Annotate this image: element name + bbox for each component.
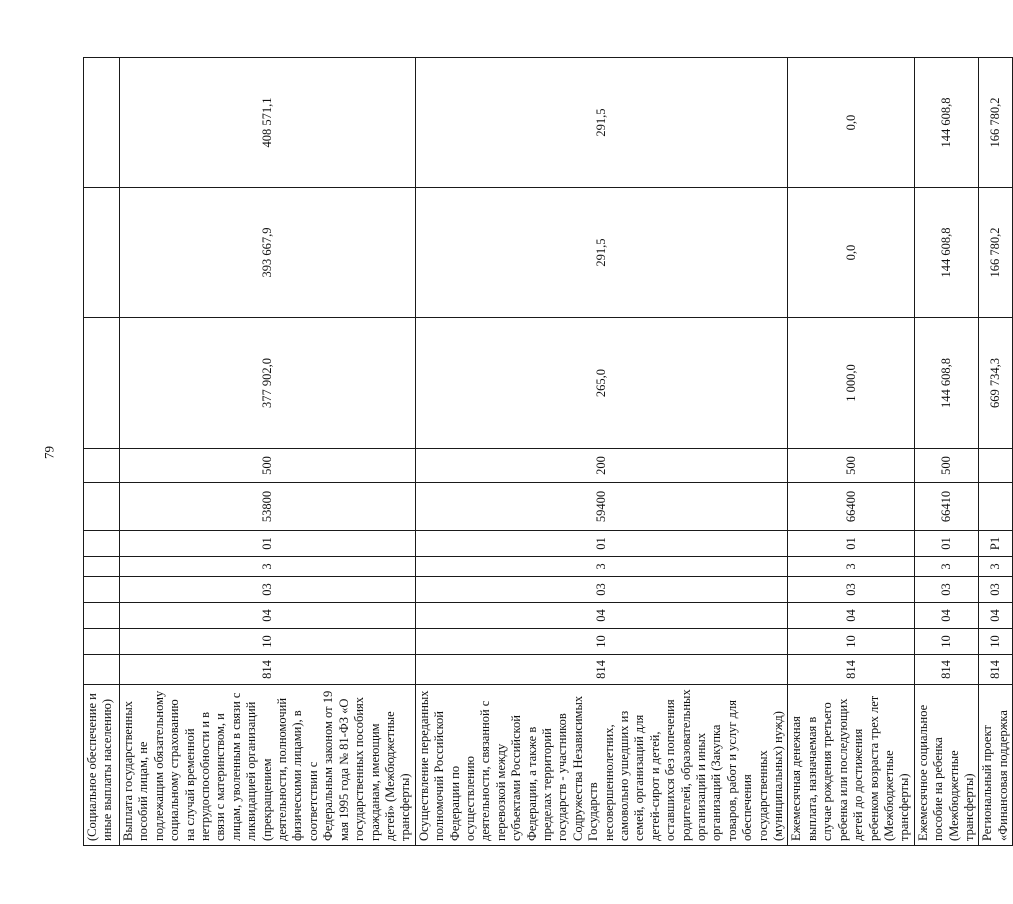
- cell-pr: 04: [788, 603, 914, 629]
- cell-year1: 144 608,8: [914, 318, 979, 449]
- cell-cs4: [979, 483, 1013, 531]
- cell-pr: 04: [120, 603, 416, 629]
- table-row: [415, 58, 788, 846]
- cell-vr: [84, 449, 120, 483]
- cell-year3: 408 571,1: [120, 58, 416, 188]
- cell-vr: 200: [415, 449, 788, 483]
- cell-cs1: 03: [979, 577, 1013, 603]
- cell-year2: 144 608,8: [914, 188, 979, 318]
- cell-year1: 669 734,3: [979, 318, 1013, 449]
- cell-gr: 814: [914, 655, 979, 685]
- cell-cs3: 01: [120, 531, 416, 557]
- table-row: [914, 58, 979, 846]
- cell-vr: 500: [788, 449, 914, 483]
- cell-year3: 0,0: [788, 58, 914, 188]
- cell-year1: 377 902,0: [120, 318, 416, 449]
- cell-year3: [84, 58, 120, 188]
- cell-pr: 04: [914, 603, 979, 629]
- cell-cs2: 3: [415, 557, 788, 577]
- cell-year1: 265,0: [415, 318, 788, 449]
- cell-cs2: 3: [788, 557, 914, 577]
- cell-cs2: 3: [120, 557, 416, 577]
- cell-gr: 814: [415, 655, 788, 685]
- cell-cs3: 01: [788, 531, 914, 557]
- page-number: 79: [41, 446, 57, 459]
- cell-vr: 500: [914, 449, 979, 483]
- cell-cs4: 59400: [415, 483, 788, 531]
- cell-pr: 04: [979, 603, 1013, 629]
- cell-rz: 10: [788, 629, 914, 655]
- table-wrapper: [83, 58, 1010, 846]
- cell-cs4: 66410: [914, 483, 979, 531]
- table-row: [84, 58, 120, 846]
- table-row: [120, 58, 416, 846]
- cell-vr: 500: [120, 449, 416, 483]
- cell-cs3: 01: [415, 531, 788, 557]
- cell-cs2: [84, 557, 120, 577]
- cell-cs1: 03: [914, 577, 979, 603]
- cell-cs2: 3: [979, 557, 1013, 577]
- cell-rz: 10: [120, 629, 416, 655]
- row-name: Региональный проект «Финансовая поддержка: [979, 685, 1013, 846]
- table-row: [788, 58, 914, 846]
- cell-cs3: 01: [914, 531, 979, 557]
- cell-rz: [84, 629, 120, 655]
- cell-year1: [84, 318, 120, 449]
- row-name: Ежемесячное социальное пособие на ребенка (Межбюджетные трансферты): [914, 685, 979, 846]
- cell-cs4: 66400: [788, 483, 914, 531]
- cell-cs1: 03: [788, 577, 914, 603]
- cell-rz: 10: [415, 629, 788, 655]
- cell-rz: 10: [979, 629, 1013, 655]
- cell-cs3: [84, 531, 120, 557]
- row-name: Осуществление переданных полномочий Российской Федерации по осуществлению деятельности, связанной с перевозкой между субъектами Российской Федерации, а также в пределах территорий государств - участников Содружества Независимых Государств несовершеннолетних, самовольно ушедших из семей, организаций для детей-сирот и детей, оставшихся без попечения родителей, образовательных организаций и иных организаций (Закупка товаров, работ и услуг для обеспечения государственных (муниципальных) нужд): [415, 685, 788, 846]
- cell-vr: [979, 449, 1013, 483]
- cell-cs4: [84, 483, 120, 531]
- cell-gr: [84, 655, 120, 685]
- cell-cs3: P1: [979, 531, 1013, 557]
- cell-pr: 04: [415, 603, 788, 629]
- cell-pr: [84, 603, 120, 629]
- cell-cs1: [84, 577, 120, 603]
- cell-year2: 393 667,9: [120, 188, 416, 318]
- row-name: Выплата государственных пособий лицам, не подлежащим обязательному социальному страхованию на случай временной нетрудоспособности и в связи с материнством, и лицам, уволенным в связи с ликвидацией организаций (прекращением деятельности, полномочий физическими лицами), в соответствии с Федеральным законом от 19 мая 1995 года № 81-ФЗ «О государственных пособиях гражданам, имеющим детей» (Межбюджетные трансферты): [120, 685, 416, 846]
- cell-year2: 166 780,2: [979, 188, 1013, 318]
- cell-year1: 1 000,0: [788, 318, 914, 449]
- row-name: Ежемесячная денежная выплата, назначаемая в случае рождения третьего ребенка или последующих детей до достижения ребенком возраста трех лет (Межбюджетные трансферты): [788, 685, 914, 846]
- row-name: (Социальное обеспечение и иные выплаты населению): [84, 685, 120, 846]
- rotated-table-area: [83, 58, 1010, 846]
- table-row: [979, 58, 1013, 846]
- cell-year2: [84, 188, 120, 318]
- cell-cs1: 03: [120, 577, 416, 603]
- cell-cs2: 3: [914, 557, 979, 577]
- cell-cs4: 53800: [120, 483, 416, 531]
- cell-rz: 10: [914, 629, 979, 655]
- cell-gr: 814: [979, 655, 1013, 685]
- budget-table: [83, 57, 1013, 846]
- cell-year2: 291,5: [415, 188, 788, 318]
- cell-year3: 144 608,8: [914, 58, 979, 188]
- cell-year3: 291,5: [415, 58, 788, 188]
- cell-year2: 0,0: [788, 188, 914, 318]
- cell-year3: 166 780,2: [979, 58, 1013, 188]
- cell-gr: 814: [120, 655, 416, 685]
- cell-cs1: 03: [415, 577, 788, 603]
- cell-gr: 814: [788, 655, 914, 685]
